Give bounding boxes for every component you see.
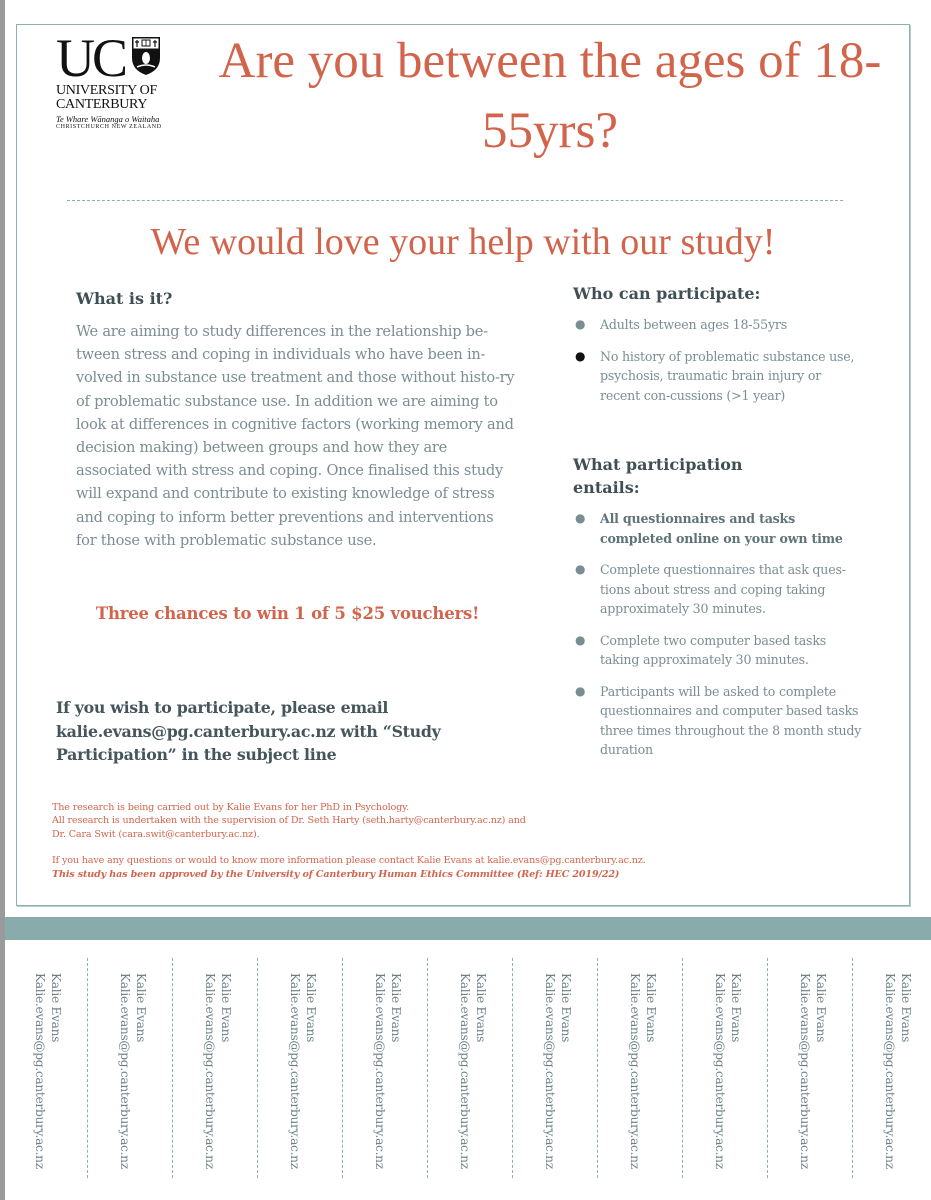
logo-maori-name: Te Whare Wānanga o Waitaha: [56, 114, 160, 124]
logo-monogram: UC: [56, 28, 126, 88]
tear-off-strips: [5, 955, 931, 1180]
logo-university-of: UNIVERSITY OF: [56, 83, 157, 98]
logo-location: CHRISTCHURCH NEW ZEALAND: [56, 124, 162, 130]
tear-off-tab: [260, 973, 345, 1173]
ethics-approval-line: This study has been approved by the University of Canterbury Human Ethics Committee (Ref: HEC 2019/22): [52, 868, 620, 880]
tear-off-email: Kalie.evans@pg.canterbury.ac.nz: [118, 973, 133, 1169]
tear-off-email: Kalie.evans@pg.canterbury.ac.nz: [798, 973, 813, 1169]
list-item: ● Complete questionnaires that ask ques-tions about stress and coping taking approximately 30 minutes.: [575, 562, 846, 616]
tear-off-tab: [90, 973, 175, 1173]
list-item: ● Participants will be asked to complete questionnaires and computer based tasks three times throughout the 8 month study duration: [575, 683, 862, 757]
dashed-divider: [67, 200, 843, 201]
list-item: ● Complete two computer based tasks taking approximately 30 minutes.: [575, 632, 827, 667]
tear-off-email: Kalie.evans@pg.canterbury.ac.nz: [373, 973, 388, 1169]
tear-line: [597, 958, 598, 1178]
tear-off-tab: [430, 973, 515, 1173]
logo-canterbury: CANTERBURY: [56, 97, 148, 112]
tear-off-email: Kalie.evans@pg.canterbury.ac.nz: [33, 973, 48, 1169]
tear-off-tab: [685, 973, 770, 1173]
tear-line: [512, 958, 513, 1178]
tear-off-email: Kalie.evans@pg.canterbury.ac.nz: [203, 973, 218, 1169]
footer-notes: [52, 801, 752, 881]
participation-entails-list: [573, 509, 863, 772]
bullet-icon: ●: [575, 562, 586, 576]
teal-band: [5, 917, 931, 940]
list-item: ● Adults between ages 18-55yrs: [573, 315, 863, 335]
tear-off-tab: [5, 973, 90, 1173]
tear-off-name: Kalie Evans: [389, 973, 403, 1043]
headline: Are you between the ages of 18-55yrs?: [218, 33, 882, 159]
tear-off-name: Kalie Evans: [729, 973, 743, 1043]
footer-contact-line: If you have any questions or would to know more information please contact Kalie Evans at kalie.evans@pg.canterbury.ac.nz.: [52, 855, 646, 867]
tear-off-name: Kalie Evans: [134, 973, 148, 1043]
tear-off-email: Kalie.evans@pg.canterbury.ac.nz: [458, 973, 473, 1169]
tear-off-tab: [515, 973, 600, 1173]
subheadline: We would love your help with our study!: [150, 221, 776, 263]
tear-off-name: Kalie Evans: [474, 973, 488, 1043]
tear-line: [427, 958, 428, 1178]
tear-off-name: Kalie Evans: [219, 973, 233, 1043]
tear-off-tab: [855, 973, 931, 1173]
bullet-icon: ●: [575, 511, 586, 525]
who-can-participate-list: [573, 315, 863, 405]
tear-off-tab: [770, 973, 855, 1173]
tear-off-name: Kalie Evans: [304, 973, 318, 1043]
what-is-it-body: We are aiming to study differences in the relationship be-tween stress and coping in individuals who have been in-volved in substance use treatment and those without histo-ry of problematic substance use. In addition we are aiming to look at differences in cognitive factors (working memory and decision making) between groups and how they are associated with stress and coping. Once finalised this study will expand and contribute to existing knowledge of stress and coping to inform better preventions and interventions for those with problematic substance use.: [76, 323, 515, 549]
tear-line: [682, 958, 683, 1178]
tear-line: [852, 958, 853, 1178]
tear-off-name: Kalie Evans: [814, 973, 828, 1043]
participation-entails-heading: What participation entails:: [573, 455, 743, 497]
list-item: ● All questionnaires and tasks completed online on your own time: [575, 511, 843, 546]
bullet-icon: ●: [575, 683, 586, 698]
tear-off-name: Kalie Evans: [899, 973, 913, 1043]
footer-researcher-line: The research is being carried out by Kalie Evans for her PhD in Psychology.: [52, 802, 410, 813]
tear-off-tab: [600, 973, 685, 1173]
bullet-icon: ●: [575, 317, 586, 331]
bullet-icon: ●: [575, 632, 586, 647]
tear-off-email: Kalie.evans@pg.canterbury.ac.nz: [288, 973, 303, 1169]
call-to-action: If you wish to participate, please email kalie.evans@pg.canterbury.ac.nz with “Study Participation” in the subject line: [56, 698, 441, 764]
bullet-icon: ●: [575, 348, 586, 363]
tear-off-email: Kalie.evans@pg.canterbury.ac.nz: [543, 973, 558, 1169]
tear-off-name: Kalie Evans: [559, 973, 573, 1043]
tear-line: [767, 958, 768, 1178]
tear-line: [172, 958, 173, 1178]
tear-line: [342, 958, 343, 1178]
university-logo: [56, 28, 176, 131]
what-is-it-heading: What is it?: [76, 289, 173, 308]
footer-supervisor-line: Dr. Cara Swit (cara.swit@canterbury.ac.nz).: [52, 828, 260, 840]
tear-off-name: Kalie Evans: [644, 973, 658, 1043]
tear-line: [257, 958, 258, 1178]
tear-off-tab: [345, 973, 430, 1173]
who-can-participate-heading: Who can participate:: [573, 284, 761, 303]
tear-off-tab: [175, 973, 260, 1173]
prize-announcement: Three chances to win 1 of 5 $25 vouchers!: [95, 604, 480, 623]
tear-line: [87, 958, 88, 1178]
tear-off-email: Kalie.evans@pg.canterbury.ac.nz: [628, 973, 643, 1169]
footer-supervision-line: All research is undertaken with the supervision of Dr. Seth Harty (seth.harty@canterbury.ac.nz) and: [52, 815, 526, 827]
tear-off-email: Kalie.evans@pg.canterbury.ac.nz: [713, 973, 728, 1169]
tear-off-email: Kalie.evans@pg.canterbury.ac.nz: [883, 973, 898, 1169]
tear-off-name: Kalie Evans: [49, 973, 63, 1043]
university-crest-icon: [131, 36, 161, 76]
list-item: ● No history of problematic substance use, psychosis, traumatic brain injury or recent con-cussions (>1 year): [575, 348, 855, 403]
